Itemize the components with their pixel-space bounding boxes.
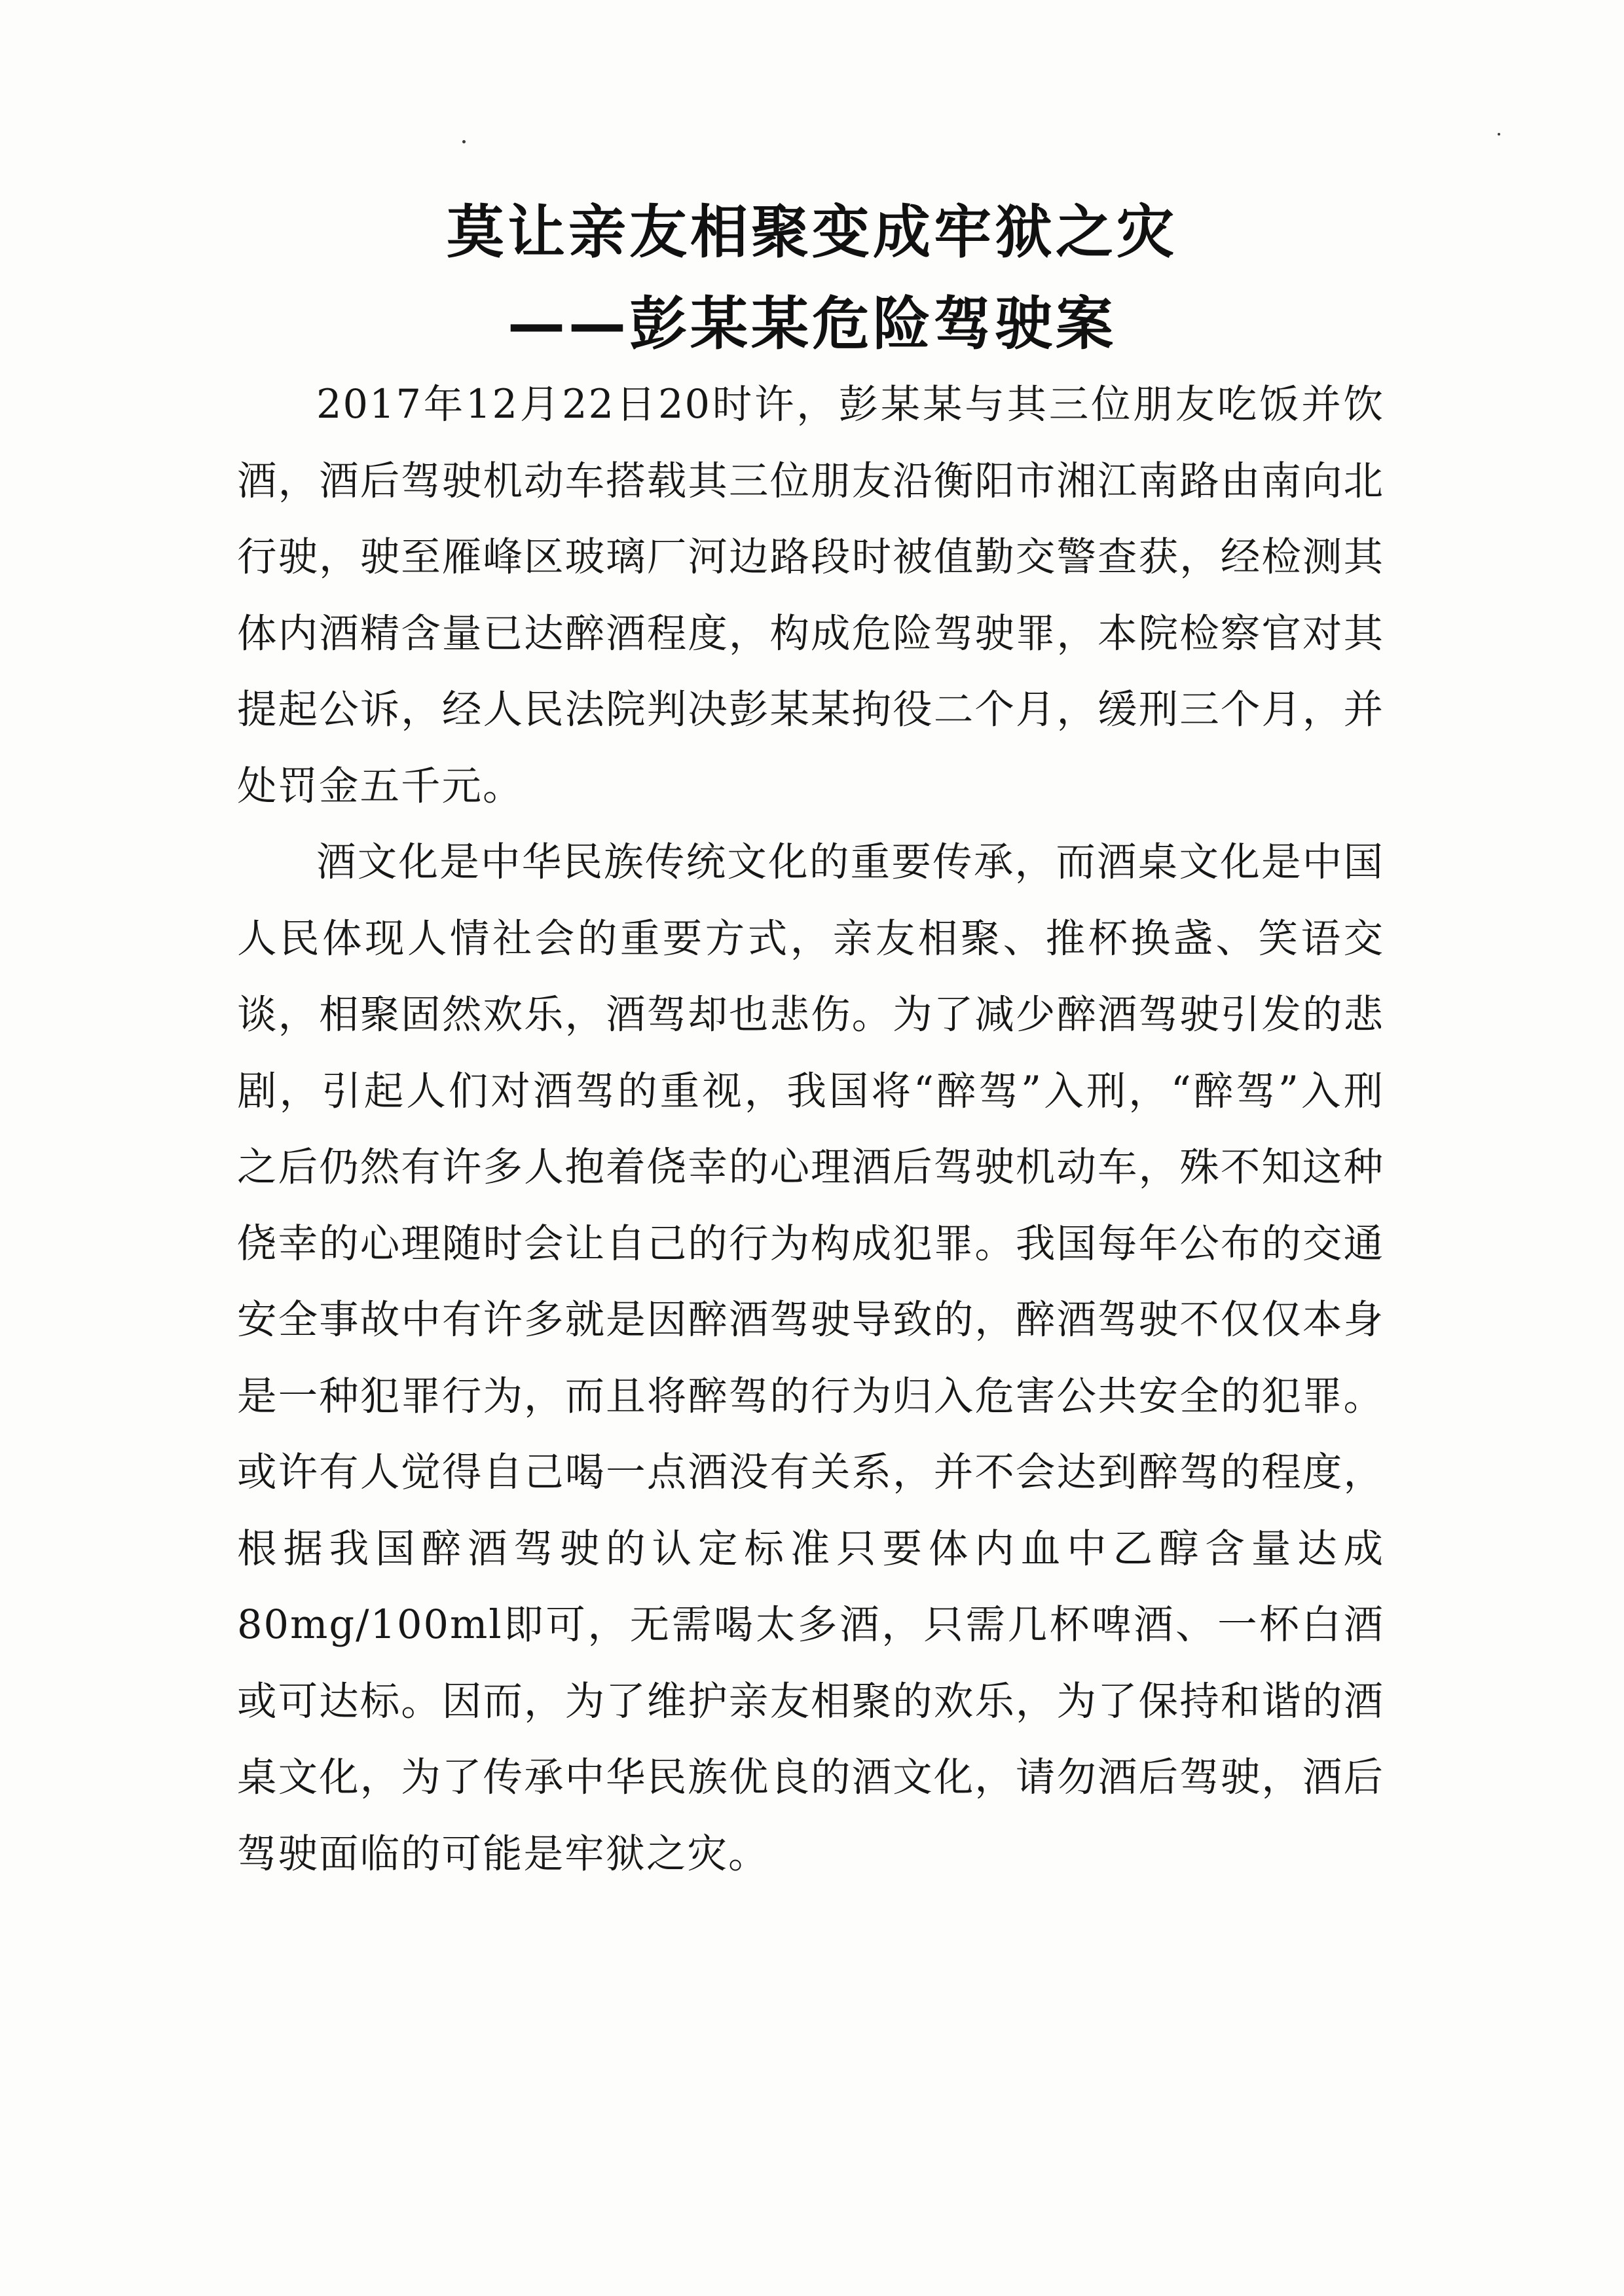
scan-speck <box>1498 133 1500 136</box>
title-block <box>236 187 1388 370</box>
document-title: 莫让亲友相聚变成牢狱之灾 <box>446 198 1177 266</box>
paragraph-case-facts: 2017年12月22日20时许，彭某某与其三位朋友吃饭并饮酒，酒后驾驶机动车搭载其三位朋友沿衡阳市湘江南路由南向北行驶，驶至雁峰区玻璃厂河边路段时被值勤交警查获，经检测其体内酒精含量已达醉酒程度，构成危险驾驶罪，本院检察官对其提起公诉，经人民法院判决彭某某拘役二个月，缓刑三个月，并处罚金五千元。 <box>237 382 1384 809</box>
paragraph-commentary: 酒文化是中华民族传统文化的重要传承，而酒桌文化是中国人民体现人情社会的重要方式，亲友相聚、推杯换盏、笑语交谈，相聚固然欢乐，酒驾却也悲伤。为了减少醉酒驾驶引发的悲剧，引起人们对酒驾的重视，我国将“醉驾”入刑，“醉驾”入刑之后仍然有许多人抱着侥幸的心理酒后驾驶机动车，殊不知这种侥幸的心理随时会让自己的行为构成犯罪。我国每年公布的交通安全事故中有许多就是因醉酒驾驶导致的，醉酒驾驶不仅仅本身是一种犯罪行为，而且将醉驾的行为归入危害公共安全的犯罪。或许有人觉得自己喝一点酒没有关系，并不会达到醉驾的程度，根据我国醉酒驾驶的认定标准只要体内血中乙醇含量达成80mg/100ml即可，无需喝太多酒，只需几杯啤酒、一杯白酒或可达标。因而，为了维护亲友相聚的欢乐，为了保持和谐的酒桌文化，为了传承中华民族优良的酒文化，请勿酒后驾驶，酒后驾驶面临的可能是牢狱之灾。 <box>237 839 1384 1877</box>
document-subtitle: ——彭某某危险驾驶案 <box>507 290 1116 357</box>
document-body <box>237 367 1384 1892</box>
scan-speck <box>462 140 466 143</box>
